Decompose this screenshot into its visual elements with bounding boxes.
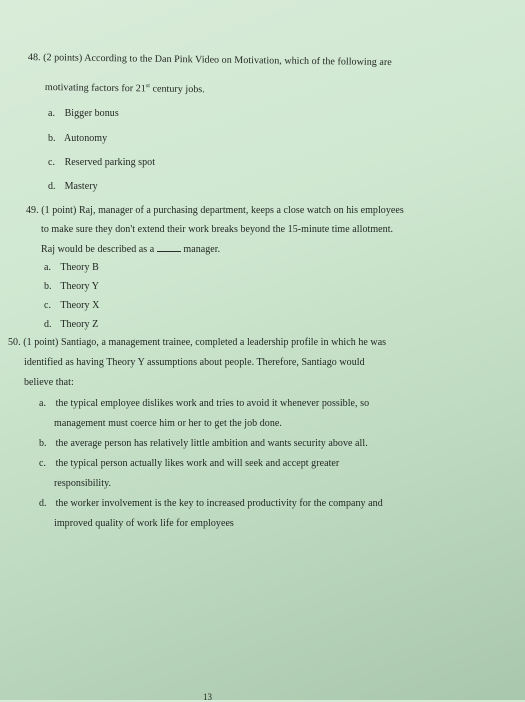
option-50-c (39, 458, 339, 470)
question-50-line-2 (24, 357, 365, 369)
option-49-a (44, 262, 99, 274)
question-stem: motivating factors for 21 (44, 82, 146, 95)
question-48-line-2 (45, 82, 205, 96)
question-stem: identified as having Theory Y assumptions about people. Therefore, Santiago would (24, 357, 365, 368)
option-label: a. (44, 262, 52, 273)
option-48-d (48, 181, 98, 193)
option-50-c-cont (54, 478, 111, 490)
option-text: Theory Z (60, 319, 99, 330)
option-49-b (44, 281, 99, 293)
question-stem: believe that: (24, 377, 74, 388)
option-50-b (39, 438, 368, 450)
option-text: the typical person actually likes work and will seek and accept greater (55, 458, 340, 469)
question-stem: According to the Dan Pink Video on Motivation, which of the following are (84, 52, 392, 69)
option-50-a-cont (54, 418, 282, 430)
option-49-c (44, 300, 99, 312)
option-label: a. (48, 108, 56, 119)
question-stem: century jobs. (149, 83, 205, 96)
question-stem: Raj would be described as a (41, 244, 155, 255)
option-50-a (39, 398, 369, 410)
question-49-line-1 (26, 205, 404, 217)
option-50-d-cont (54, 518, 234, 530)
question-48-line-1 (28, 52, 392, 69)
question-stem: to make sure they don't extend their work breaks beyond the 15-minute time allotment. (41, 224, 394, 235)
option-label: b. (39, 438, 47, 449)
option-label: a. (39, 398, 47, 409)
option-text: improved quality of work life for employees (54, 518, 234, 529)
question-50-line-3 (24, 377, 74, 389)
option-49-d (44, 319, 98, 331)
option-text: Bigger bonus (64, 108, 119, 119)
question-49-line-2 (41, 224, 393, 236)
option-text: responsibility. (54, 478, 112, 489)
option-48-c (48, 157, 155, 169)
question-points: (2 points) (43, 52, 83, 64)
option-text: Theory B (60, 262, 99, 273)
option-text: Reserved parking spot (64, 157, 156, 168)
question-points: (1 point) (41, 205, 77, 216)
question-number: 48. (27, 52, 41, 64)
question-stem: Santiago, a management trainee, completed a leadership profile in which he was (60, 337, 387, 348)
question-50-line-1 (8, 337, 386, 349)
option-text: Theory Y (60, 281, 100, 292)
option-label: b. (48, 133, 56, 144)
option-50-d (39, 498, 383, 510)
option-label: c. (48, 157, 56, 168)
question-49-line-3 (41, 243, 220, 256)
question-number: 49. (26, 205, 39, 216)
page-number: 13 (203, 692, 212, 702)
option-text: the worker involvement is the key to increased productivity for the company and (55, 498, 383, 509)
option-text: Theory X (60, 300, 100, 311)
question-stem: manager. (183, 244, 221, 255)
option-label: b. (44, 281, 52, 292)
option-text: Mastery (64, 181, 98, 192)
option-label: c. (44, 300, 52, 311)
option-48-a (48, 108, 119, 120)
option-text: management must coerce him or her to get the job done. (54, 418, 282, 429)
option-text: the average person has relatively little ambition and wants security above all. (55, 438, 368, 449)
answer-blank (157, 243, 181, 252)
question-stem: Raj, manager of a purchasing department, keeps a close watch on his employees (78, 205, 404, 216)
option-text: the typical employee dislikes work and tries to avoid it whenever possible, so (55, 398, 370, 409)
question-number: 50. (8, 337, 21, 348)
option-label: d. (44, 319, 52, 330)
superscript: st (145, 83, 151, 90)
option-label: c. (39, 458, 47, 469)
option-label: d. (39, 498, 47, 509)
option-label: d. (48, 181, 56, 192)
option-48-b (48, 133, 107, 145)
question-points: (1 point) (23, 337, 59, 348)
option-text: Autonomy (64, 133, 108, 144)
